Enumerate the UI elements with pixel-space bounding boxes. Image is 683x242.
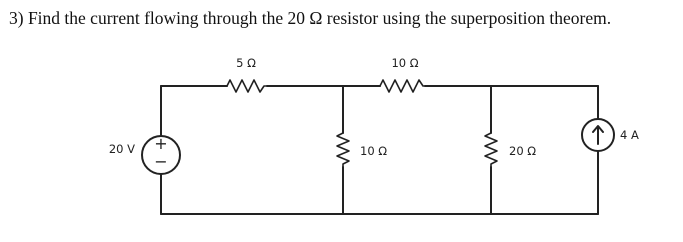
minus-sign: − bbox=[154, 152, 168, 171]
resistor-10ohm-middle bbox=[337, 133, 387, 167]
resistor-20ohm-label: 20 Ω bbox=[509, 144, 537, 158]
voltage-source bbox=[109, 134, 180, 174]
voltage-source-label: 20 V bbox=[108, 142, 135, 156]
resistor-5ohm-top bbox=[227, 56, 267, 92]
resistor-5ohm-label: 5 Ω bbox=[236, 56, 256, 70]
current-source-label: 4 A bbox=[620, 128, 639, 142]
resistor-10ohm-middle-label: 10 Ω bbox=[360, 144, 388, 158]
resistor-zigzag bbox=[227, 80, 267, 92]
resistor-10ohm-top-label: 10 Ω bbox=[391, 56, 419, 70]
resistor-zigzag bbox=[337, 133, 349, 167]
plus-sign: + bbox=[154, 134, 168, 153]
resistor-20ohm-right bbox=[485, 133, 536, 167]
question-body: Find the current flowing through the 20 Ω resistor using the superposition theorem. bbox=[27, 8, 612, 28]
resistor-10ohm-top bbox=[380, 56, 425, 92]
resistor-zigzag bbox=[485, 133, 497, 167]
current-source bbox=[582, 119, 639, 151]
resistor-zigzag bbox=[380, 80, 425, 92]
question-number: 3) bbox=[9, 8, 24, 28]
